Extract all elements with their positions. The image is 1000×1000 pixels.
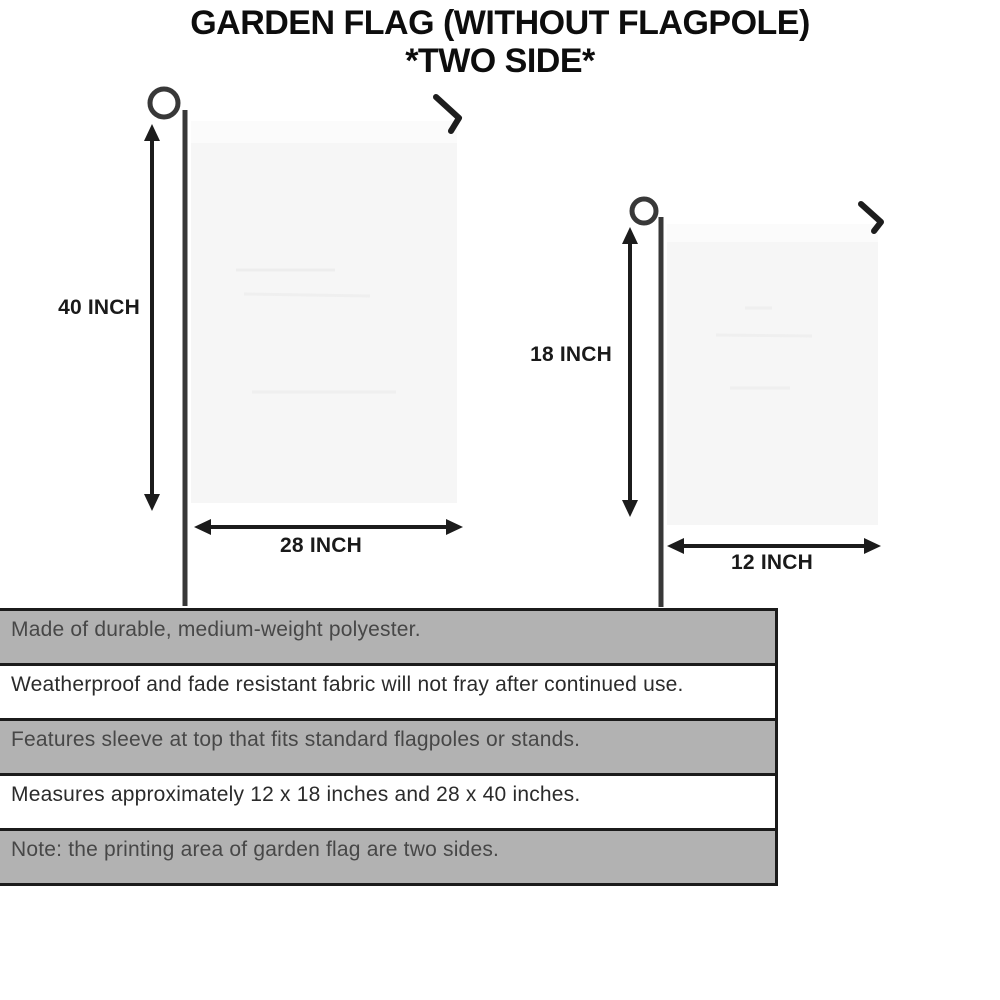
large-flag-height-label: 40 INCH xyxy=(58,296,140,319)
spec-row xyxy=(0,666,775,721)
title-line-1: GARDEN FLAG (WITHOUT FLAGPOLE) xyxy=(190,4,810,42)
large-flag-fabric xyxy=(191,121,457,503)
spec-row xyxy=(0,831,775,886)
small-height-arrow xyxy=(622,227,638,517)
large-width-arrow xyxy=(194,519,463,535)
small-flag-sleeve xyxy=(667,224,878,242)
spec-row-text: Measures approximately 12 x 18 inches and 28 x 40 inches. xyxy=(11,783,581,806)
small-flag-fold-line xyxy=(716,335,812,336)
spec-row-text: Note: the printing area of garden flag are two sides. xyxy=(11,838,500,861)
title-line-2: *TWO SIDE* xyxy=(405,42,595,81)
spec-row-text: Made of durable, medium-weight polyester. xyxy=(11,618,421,641)
large-flag-assembly xyxy=(144,89,463,606)
large-flag-width-label: 28 INCH xyxy=(280,534,362,557)
spec-row-text: Features sleeve at top that fits standard flagpoles or stands. xyxy=(11,728,581,751)
small-flagpole-loop xyxy=(632,199,656,223)
small-flag-width-label: 12 INCH xyxy=(731,551,813,574)
spec-row xyxy=(0,611,775,666)
large-flag-sleeve xyxy=(191,121,457,143)
small-flag-height-label: 18 INCH xyxy=(530,343,612,366)
large-flagpole-loop xyxy=(150,89,178,117)
small-flag-assembly xyxy=(622,199,881,607)
spec-row xyxy=(0,776,775,831)
small-flag-fabric xyxy=(667,224,878,525)
spec-row xyxy=(0,721,775,776)
large-height-arrow xyxy=(144,124,160,511)
large-flag-fold-line xyxy=(244,294,370,296)
spec-row-text: Weatherproof and fade resistant fabric will not fray after continued use. xyxy=(11,673,684,696)
spec-table xyxy=(0,608,778,886)
